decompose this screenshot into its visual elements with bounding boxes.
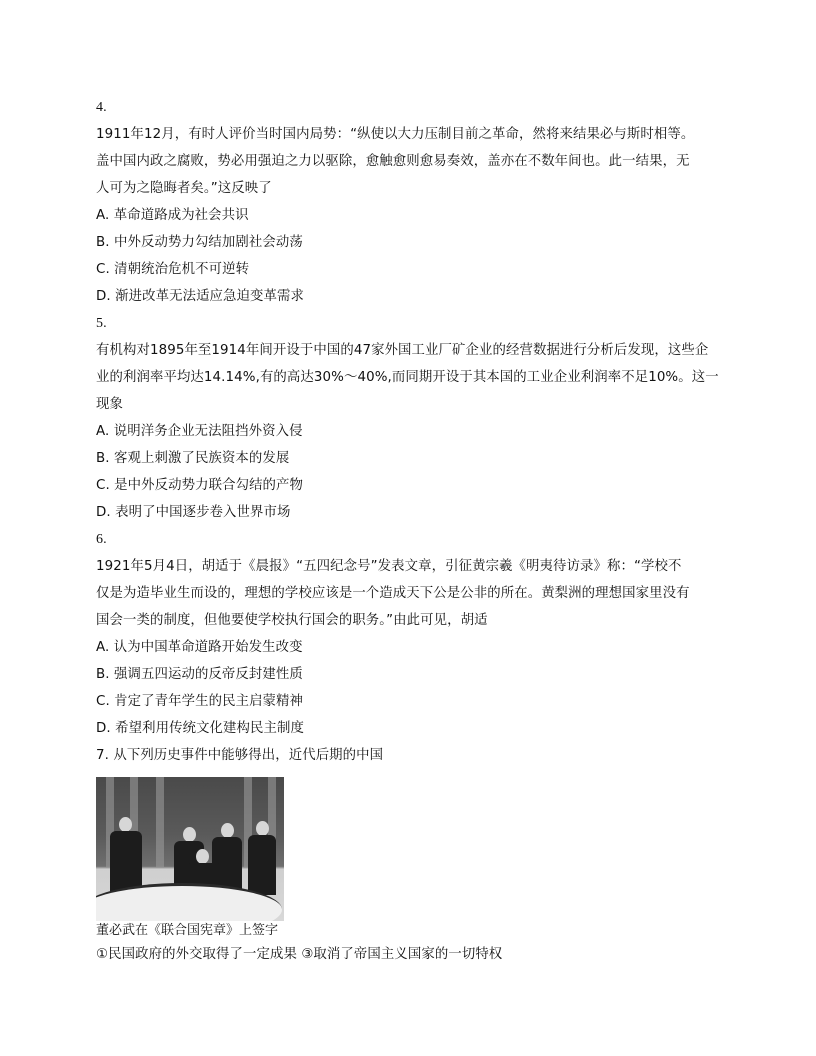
question-number: 4. — [96, 100, 107, 115]
question-stem-line: 有机构对1895年至1914年间开设于中国的47家外国工业厂矿企业的经营数据进行分析后发现，这些企 — [96, 343, 709, 358]
question-stem-line: 盖中国内政之腐败，势必用强迫之力以驱除，愈触愈则愈易奏效，盖亦在不数年间也。此一结果，无 — [96, 154, 690, 169]
question-stem-line: 现象 — [96, 397, 123, 412]
question-7 — [96, 742, 724, 968]
option-a: A. 革命道路成为社会共识 — [96, 208, 249, 223]
question-stem-line: 1921年5月4日，胡适于《晨报》“五四纪念号”发表文章，引征黄宗羲《明夷待访录》称：“学校不 — [96, 559, 682, 574]
option-b: B. 中外反动势力勾结加剧社会动荡 — [96, 235, 303, 250]
option-d: D. 希望利用传统文化建构民主制度 — [96, 721, 304, 736]
exam-page — [96, 94, 724, 968]
option-d: D. 渐进改革无法适应急迫变革需求 — [96, 289, 304, 304]
option-d: D. 表明了中国逐步卷入世界市场 — [96, 505, 291, 520]
question-stem-line: 7. 从下列历史事件中能够得出，近代后期的中国 — [96, 748, 384, 763]
question-4 — [96, 94, 724, 310]
question-6 — [96, 526, 724, 742]
question-stem-line: 人可为之隐晦者矣。”这反映了 — [96, 181, 272, 196]
question-number: 5. — [96, 316, 107, 331]
question-stem-line: 1911年12月，有时人评价当时国内局势：“纵使以大力压制目前之革命，然将来结果必与斯时相等。 — [96, 127, 695, 142]
photo-caption: 董必武在《联合国宪章》上签字 — [96, 923, 279, 938]
option-c: C. 清朝统治危机不可逆转 — [96, 262, 250, 277]
option-a: A. 认为中国革命道路开始发生改变 — [96, 640, 303, 655]
option-c: C. 肯定了青年学生的民主启蒙精神 — [96, 694, 304, 709]
option-c: C. 是中外反动势力联合勾结的产物 — [96, 478, 304, 493]
question-stem-line: 国会一类的制度，但他要使学校执行国会的职务。”由此可见，胡适 — [96, 613, 488, 628]
question-stem-line: 仅是为造毕业生而设的，理想的学校应该是一个造成天下公是公非的所在。黄梨洲的理想国家里没有 — [96, 586, 690, 601]
statement-line: ①民国政府的外交取得了一定成果 ③取消了帝国主义国家的一切特权 — [96, 947, 503, 962]
question-5 — [96, 310, 724, 526]
option-a: A. 说明洋务企业无法阻挡外资入侵 — [96, 424, 303, 439]
historical-photo — [96, 777, 284, 921]
curtain-stripe — [156, 777, 164, 867]
option-b: B. 客观上刺激了民族资本的发展 — [96, 451, 290, 466]
question-number: 6. — [96, 532, 107, 547]
option-b: B. 强调五四运动的反帝反封建性质 — [96, 667, 303, 682]
question-stem-line: 业的利润率平均达14.14%,有的高达30%～40%,而同期开设于其本国的工业企业利润率不足10%。这一 — [96, 370, 719, 385]
